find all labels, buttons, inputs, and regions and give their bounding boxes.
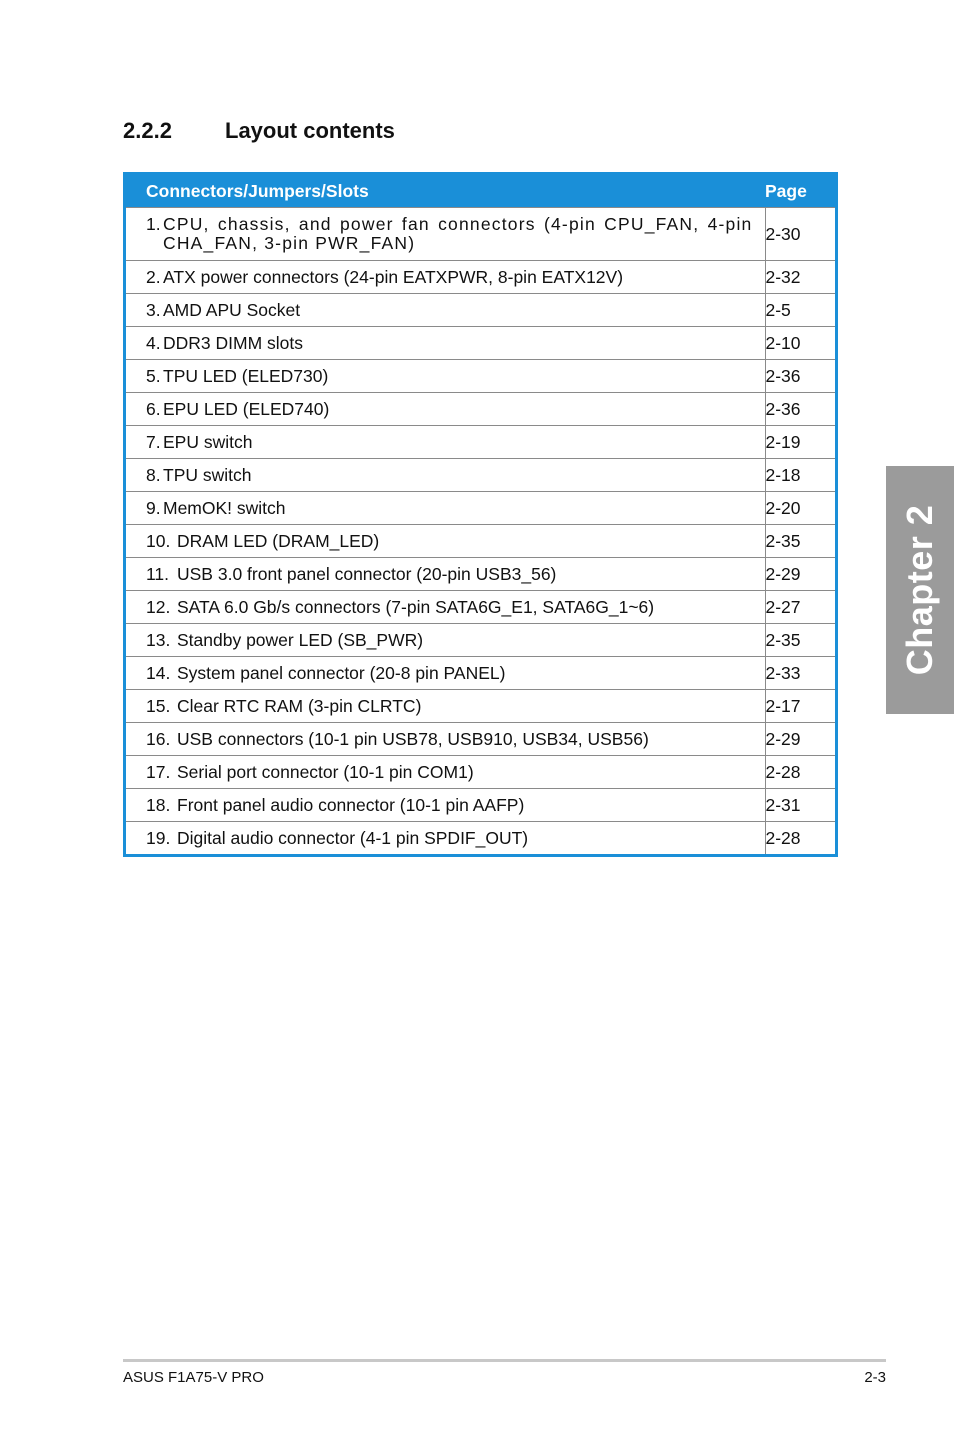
row-text: CPU, chassis, and power fan connectors (4-pin CPU_FAN, 4-pin CHA_FAN, 3-pin PWR_FAN) (163, 214, 753, 253)
row-text: AMD APU Socket (163, 299, 301, 320)
row-text: EPU switch (163, 431, 253, 452)
row-text: MemOK! switch (163, 497, 286, 518)
row-text: TPU LED (ELED730) (163, 365, 329, 386)
row-text: ATX power connectors (24-pin EATXPWR, 8-pin EATX12V) (163, 266, 624, 287)
table-row (125, 756, 837, 789)
table-row (125, 492, 837, 525)
row-page: 2-29 (765, 723, 837, 756)
table-row (125, 591, 837, 624)
row-number: 10. (146, 530, 171, 551)
row-number: 7. (146, 431, 161, 452)
table-row (125, 558, 837, 591)
row-page: 2-35 (765, 624, 837, 657)
row-page: 2-28 (765, 822, 837, 856)
chapter-side-tab (886, 466, 954, 714)
table-row (125, 624, 837, 657)
row-page: 2-27 (765, 591, 837, 624)
row-number: 6. (146, 398, 161, 419)
row-number: 2. (146, 266, 161, 287)
table-row (125, 789, 837, 822)
row-text: Standby power LED (SB_PWR) (177, 629, 424, 650)
row-page: 2-5 (765, 294, 837, 327)
row-text: DDR3 DIMM slots (163, 332, 304, 353)
table-row (125, 208, 837, 261)
header-page: Page (765, 180, 807, 201)
table-row (125, 723, 837, 756)
section-title: Layout contents (225, 118, 395, 143)
row-page: 2-29 (765, 558, 837, 591)
row-text: EPU LED (ELED740) (163, 398, 330, 419)
table-row (125, 459, 837, 492)
row-page: 2-36 (765, 360, 837, 393)
row-page: 2-18 (765, 459, 837, 492)
table-body (125, 208, 837, 856)
row-number: 17. (146, 761, 171, 782)
header-item: Connectors/Jumpers/Slots (146, 180, 369, 201)
table-row (125, 657, 837, 690)
table-row (125, 525, 837, 558)
row-number: 15. (146, 695, 171, 716)
row-page: 2-30 (765, 208, 837, 261)
row-page: 2-28 (765, 756, 837, 789)
row-number: 4. (146, 332, 161, 353)
row-number: 14. (146, 662, 171, 683)
row-number: 8. (146, 464, 161, 485)
row-number: 9. (146, 497, 161, 518)
table-row (125, 327, 837, 360)
row-number: 12. (146, 596, 171, 617)
chapter-tab-label: Chapter 2 (899, 504, 940, 676)
footer-divider (123, 1359, 886, 1362)
row-text: System panel connector (20-8 pin PANEL) (177, 662, 506, 683)
row-text: SATA 6.0 Gb/s connectors (7-pin SATA6G_E1, SATA6G_1~6) (177, 596, 655, 617)
table-row (125, 426, 837, 459)
table-row (125, 822, 837, 856)
table-header-row (125, 174, 837, 208)
row-page: 2-35 (765, 525, 837, 558)
table-row (125, 261, 837, 294)
table-row (125, 690, 837, 723)
row-number: 18. (146, 794, 171, 815)
row-number: 16. (146, 728, 171, 749)
row-number: 3. (146, 299, 161, 320)
footer-page-number: 2-3 (864, 1369, 886, 1386)
row-text: USB 3.0 front panel connector (20-pin USB3_56) (177, 563, 557, 584)
row-number: 13. (146, 629, 171, 650)
row-text: DRAM LED (DRAM_LED) (177, 530, 380, 551)
row-number: 1. (146, 214, 161, 234)
row-page: 2-31 (765, 789, 837, 822)
row-number: 11. (146, 563, 170, 584)
table-row (125, 393, 837, 426)
table-row (125, 294, 837, 327)
footer-product-name: ASUS F1A75-V PRO (123, 1369, 264, 1386)
row-number: 19. (146, 827, 171, 848)
row-page: 2-36 (765, 393, 837, 426)
row-text: Front panel audio connector (10-1 pin AAFP) (177, 794, 525, 815)
row-page: 2-19 (765, 426, 837, 459)
row-page: 2-32 (765, 261, 837, 294)
row-page: 2-17 (765, 690, 837, 723)
row-page: 2-10 (765, 327, 837, 360)
table-row (125, 360, 837, 393)
row-text: Clear RTC RAM (3-pin CLRTC) (177, 695, 422, 716)
row-text: USB connectors (10-1 pin USB78, USB910, USB34, USB56) (177, 728, 649, 749)
row-page: 2-33 (765, 657, 837, 690)
row-text: TPU switch (163, 464, 252, 485)
section-number: 2.2.2 (123, 118, 172, 143)
section-heading (123, 118, 395, 144)
layout-contents-table (123, 172, 838, 857)
row-page: 2-20 (765, 492, 837, 525)
row-number: 5. (146, 365, 161, 386)
row-text: Digital audio connector (4-1 pin SPDIF_OUT) (177, 827, 529, 848)
row-text: Serial port connector (10-1 pin COM1) (177, 761, 474, 782)
